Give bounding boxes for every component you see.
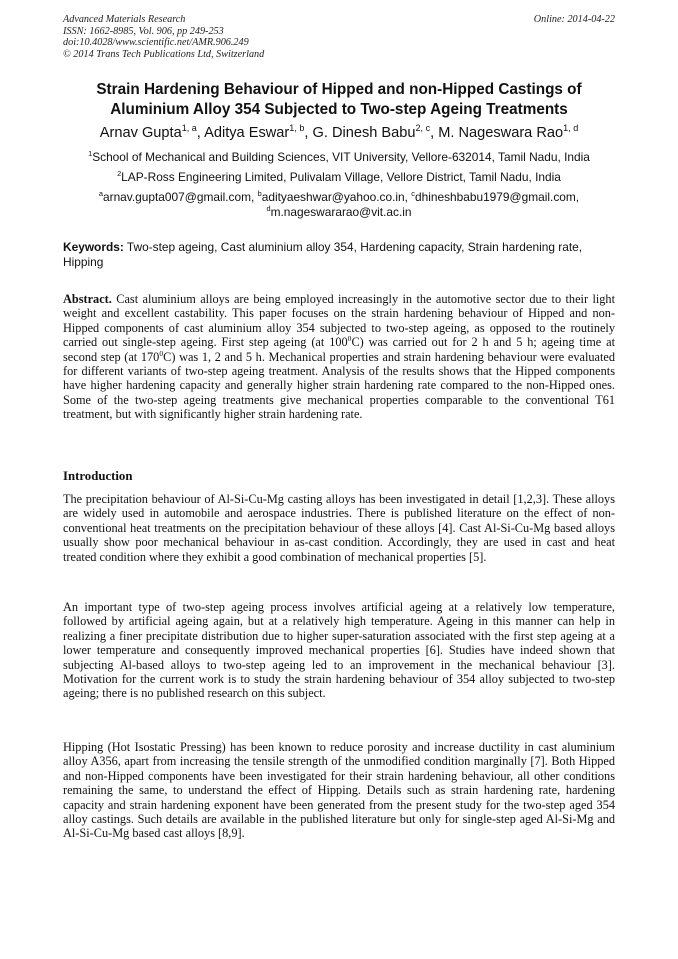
affiliation-text: LAP-Ross Engineering Limited, Pulivalam Village, Vellore District, Tamil Nadu, India <box>121 170 561 184</box>
degree-superscript: 0 <box>159 348 164 358</box>
email-link[interactable]: adityaeshwar@yahoo.co.in, <box>261 190 412 204</box>
introduction-heading: Introduction <box>63 469 133 483</box>
abstract-paragraph <box>63 292 615 422</box>
affiliation-2 <box>30 170 648 185</box>
email-list <box>30 190 648 220</box>
affiliation-superscript: 2 <box>117 169 122 179</box>
author-superscript: 1, b <box>289 123 305 134</box>
affiliation-1 <box>30 150 648 165</box>
author-superscript: 1, d <box>563 123 579 134</box>
abstract-label: Abstract. <box>63 292 112 306</box>
author-name: M. Nageswara Rao <box>438 125 564 141</box>
author-name: Arnav Gupta <box>99 125 182 141</box>
introduction-paragraph-1: The precipitation behaviour of Al-Si-Cu-Mg casting alloys has been investigated in detail [1,2,3]. These alloys are widely used in automobile and aerospace industries. There is published literature on the effect of non-conventional heat treatments on the precipitation behaviour of these alloys [4]. Cast Al-Si-Cu-Mg based alloys usually show poor mechanical behaviour in as-cast condition. Accordingly, they are used in cast and heat treated condition where they exhibit a good combination of mechanical properties [5]. <box>63 492 615 564</box>
author-name: G. Dinesh Babu <box>312 125 416 141</box>
affiliation-superscript: 1 <box>88 149 93 159</box>
email-superscript: a <box>98 189 103 199</box>
abstract-text-3: C) was 1, 2 and 5 h. Mechanical properties and strain hardening behaviour were evaluated for different variants of two-step ageing treatment. Analysis of the results shows that the Hipped components have higher hardening capacity and generally higher strain hardening rate compared to the non-Hipped ones. Some of the two-step ageing treatments give mechanical properties comparable to the conventional T61 treatment, but with significantly higher strain hardening rate. <box>63 349 615 422</box>
doi-line: doi:10.4028/www.scientific.net/AMR.906.249 <box>63 37 249 48</box>
author-name: Aditya Eswar <box>204 125 290 141</box>
journal-name: Advanced Materials Research <box>63 14 186 25</box>
author-separator: , <box>304 125 313 141</box>
email-link[interactable]: m.nageswararao@vit.ac.in <box>270 205 412 219</box>
email-line-2 <box>30 205 648 220</box>
introduction-paragraph-3: Hipping (Hot Isostatic Pressing) has been known to reduce porosity and increase ductility in cast aluminium alloy A356, apart from increasing the tensile strength of the unmodified condition marginally [7]. Both Hipped and non-Hipped components have been investigated for their strain hardening behaviour, all other conditions remaining the same, to understand the effect of Hipping. Details such as strain hardening rate, hardening capacity and strain hardening exponent have been generated from the present study for the two-step aged 354 alloy castings. Such details are available in the published literature but only for single-step aged Al-Si-Mg and Al-Si-Cu-Mg based cast alloys [8,9]. <box>63 740 615 841</box>
issn-line: ISSN: 1662-8985, Vol. 906, pp 249-253 <box>63 25 224 37</box>
paper-title <box>40 80 638 119</box>
introduction-paragraph-2: An important type of two-step ageing process involves artificial ageing at a relatively low temperature, followed by artificial ageing again, but at a relatively high temperature. Ageing in this manner can help in realizing a finer precipitate distribution due to higher super-saturation associated with the first step ageing at a lower temperature and consequently improved mechanical properties [6]. Studies have indeed shown that subjecting Al-based alloys to two-step ageing led to an improvement in the mechanical behaviour [3]. Motivation for the current work is to study the strain hardening behaviour of 354 alloy subjected to two-step ageing; there is no published research on this subject. <box>63 600 615 701</box>
author-separator: , <box>430 125 439 141</box>
title-line-1: Strain Hardening Behaviour of Hipped and non-Hipped Castings of <box>96 81 582 98</box>
email-link[interactable]: arnav.gupta007@gmail.com, <box>103 190 258 204</box>
email-superscript: b <box>257 189 262 199</box>
author-superscript: 2, c <box>415 123 431 134</box>
email-link[interactable]: dhineshbabu1979@gmail.com, <box>414 190 580 204</box>
author-separator: , <box>196 125 205 141</box>
author-superscript: 1, a <box>181 123 197 134</box>
keywords-label: Keywords: <box>63 240 124 254</box>
copyright-line: © 2014 Trans Tech Publications Ltd, Switzerland <box>63 48 265 60</box>
abstract-text-2: C) was carried out for 2 h and 5 h; ageing time at second step (at 170 <box>63 335 615 364</box>
author-list <box>40 124 638 142</box>
online-date: Online: 2014-04-22 <box>533 14 615 25</box>
email-superscript: c <box>411 189 415 199</box>
affiliation-text: School of Mechanical and Building Sciences, VIT University, Vellore-632014, Tamil Nadu, India <box>92 150 590 164</box>
abstract-text-1: Cast aluminium alloys are being employed increasingly in the automotive sector due to their light weight and excellent castability. This paper focuses on the strain hardening behaviour of Hipped and non-Hipped components of cast aluminium alloy 354 subjected to two-step ageing, as opposed to the routinely carried out single-step ageing. First step ageing (at 100 <box>63 292 615 350</box>
email-line-1 <box>30 190 648 205</box>
keywords-block <box>63 240 615 270</box>
journal-header <box>63 14 615 60</box>
email-superscript: d <box>266 204 271 214</box>
keywords-text: Two-step ageing, Cast aluminium alloy 354, Hardening capacity, Strain hardening rate, Hipping <box>63 240 583 269</box>
title-line-2: Aluminium Alloy 354 Subjected to Two-step Ageing Treatments <box>110 100 568 118</box>
degree-superscript: 0 <box>347 334 352 344</box>
